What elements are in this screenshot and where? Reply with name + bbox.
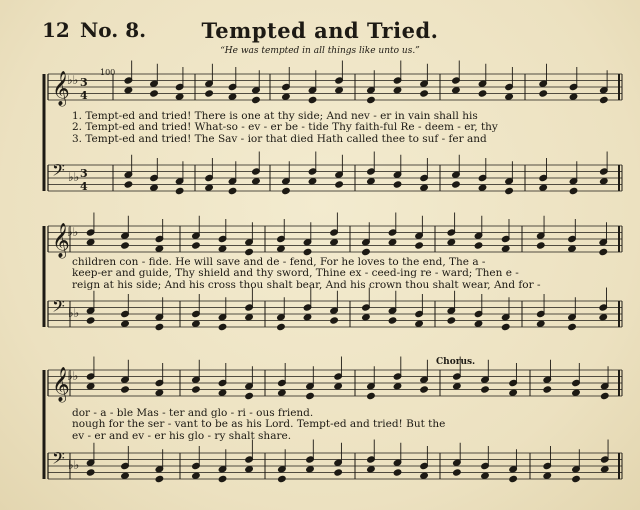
note-head <box>121 472 130 479</box>
note-head <box>335 181 344 188</box>
note-head <box>121 386 130 393</box>
note-head <box>505 93 514 100</box>
treble-clef: 𝄞 <box>52 223 70 258</box>
bass-clef: 𝄢 <box>52 448 65 472</box>
note-head <box>509 389 518 396</box>
lyric-verse-3: reign at his side; And his cross thou shalt bear, And his crown thou shalt wear, And for - <box>72 278 541 291</box>
note-head <box>453 383 462 390</box>
note-head <box>334 383 343 390</box>
note-head <box>278 389 287 396</box>
note-head <box>536 242 545 249</box>
note-head <box>569 187 578 194</box>
metronome-mark: 100 <box>100 68 116 77</box>
treble-clef: 𝄞 <box>52 367 70 402</box>
note-head <box>218 475 227 482</box>
note-head <box>420 90 429 97</box>
note-head <box>539 90 548 97</box>
note-head <box>420 472 429 479</box>
note-head <box>539 184 548 191</box>
key-signature-flat: ♭♭ <box>68 306 80 320</box>
note-head <box>277 323 286 330</box>
note-head <box>245 392 254 399</box>
note-head <box>505 187 514 194</box>
note-head <box>572 475 581 482</box>
note-head <box>308 178 317 185</box>
note-head <box>509 475 518 482</box>
note-head <box>536 320 545 327</box>
note-head <box>393 383 402 390</box>
note-head <box>335 87 344 94</box>
note-head <box>600 96 609 103</box>
note-head <box>155 389 164 396</box>
time-signature: 4 <box>80 89 88 102</box>
note-head <box>86 383 95 390</box>
note-head <box>308 96 317 103</box>
note-head <box>362 248 371 255</box>
note-head <box>155 245 164 252</box>
note-head <box>86 317 95 324</box>
lyric-verse-2: keep-er and guide, Thy shield and thy sword, Thine ex - ceed-ing re - ward; Then e - <box>72 267 519 280</box>
note-head <box>252 96 261 103</box>
note-head <box>218 245 227 252</box>
note-head <box>568 323 577 330</box>
note-head <box>600 392 609 399</box>
note-head <box>393 469 402 476</box>
note-head <box>218 389 227 396</box>
note-head <box>155 475 164 482</box>
note-head <box>150 90 159 97</box>
note-head <box>420 184 429 191</box>
note-head <box>282 93 291 100</box>
note-head <box>481 472 490 479</box>
note-head <box>393 181 402 188</box>
note-head <box>453 469 462 476</box>
note-head <box>121 320 130 327</box>
note-head <box>205 90 214 97</box>
note-head <box>478 184 487 191</box>
note-head <box>86 469 95 476</box>
note-head <box>600 466 609 473</box>
page-number: 12 <box>42 18 70 42</box>
note-head <box>245 314 254 321</box>
note-head <box>330 239 339 246</box>
note-head <box>474 242 483 249</box>
note-head <box>245 466 254 473</box>
note-head <box>388 317 397 324</box>
note-head <box>415 320 424 327</box>
lyrics-system-2 <box>72 257 624 291</box>
note-head <box>452 87 461 94</box>
note-head <box>245 248 254 255</box>
note-head <box>543 472 552 479</box>
hymn-title: Tempted and Tried. <box>201 18 439 43</box>
note-head <box>282 187 291 194</box>
key-signature-flat: ♭♭ <box>67 369 79 383</box>
note-head <box>86 239 95 246</box>
note-head <box>393 87 402 94</box>
note-head <box>420 386 429 393</box>
note-head <box>599 248 608 255</box>
note-head <box>367 392 376 399</box>
lyric-verse-1: dor - a - ble Mas - ter and glo - ri - ous friend. <box>72 407 314 419</box>
key-signature-flat: ♭♭ <box>68 458 80 472</box>
time-signature: 3 <box>80 76 88 89</box>
note-head <box>367 96 376 103</box>
note-head <box>278 475 287 482</box>
note-head <box>600 178 609 185</box>
lyrics-system-1 <box>72 111 624 145</box>
lyric-verse-2: 2. Tempt-ed and tried! What-so - ev - er be - tide Thy faith-ful Re - deem - er, thy <box>72 121 498 134</box>
treble-clef: 𝄞 <box>52 71 70 106</box>
time-signature: 4 <box>80 180 88 193</box>
note-head <box>572 389 581 396</box>
note-head <box>155 323 164 330</box>
note-head <box>303 314 312 321</box>
note-head <box>228 187 237 194</box>
bass-clef: 𝄢 <box>52 296 65 320</box>
note-head <box>452 181 461 188</box>
lyric-verse-3: ev - er and ev - er his glo - ry shalt share. <box>72 429 292 442</box>
note-head <box>150 184 159 191</box>
note-head <box>367 178 376 185</box>
note-head <box>569 93 578 100</box>
key-signature-flat: ♭♭ <box>67 73 79 87</box>
note-head <box>447 317 456 324</box>
chorus-label: Chorus. <box>436 357 476 367</box>
note-head <box>277 245 286 252</box>
note-head <box>306 392 315 399</box>
note-head <box>192 386 201 393</box>
note-head <box>447 239 456 246</box>
note-head <box>334 469 343 476</box>
note-head <box>501 323 510 330</box>
note-head <box>205 184 214 191</box>
note-head <box>124 181 133 188</box>
time-signature: 3 <box>80 167 88 180</box>
note-head <box>303 248 312 255</box>
note-head <box>362 314 371 321</box>
note-head <box>543 386 552 393</box>
note-head <box>228 93 237 100</box>
note-head <box>415 242 424 249</box>
note-head <box>175 93 184 100</box>
note-head <box>124 87 133 94</box>
note-head <box>478 90 487 97</box>
key-signature-flat: ♭♭ <box>67 225 79 239</box>
note-head <box>192 320 201 327</box>
note-head <box>192 472 201 479</box>
note-head <box>192 242 201 249</box>
note-head <box>175 187 184 194</box>
note-head <box>388 239 397 246</box>
note-head <box>501 245 510 252</box>
key-signature-flat: ♭♭ <box>68 170 80 184</box>
lyrics-system-3 <box>72 408 624 442</box>
note-head <box>367 466 376 473</box>
note-head <box>599 314 608 321</box>
lyric-verse-1: children con - fide. He will save and de - fend, For he loves to the end, The a - <box>72 256 486 268</box>
note-head <box>218 323 227 330</box>
note-head <box>474 320 483 327</box>
lyric-verse-3: 3. Tempt-ed and tried! The Sav - ior that died Hath called thee to suf - fer and <box>72 132 487 145</box>
lyric-verse-1: 1. Tempt-ed and tried! There is one at thy side; And nev - er in vain shall his <box>72 110 478 122</box>
note-head <box>568 245 577 252</box>
note-head <box>252 178 261 185</box>
bass-clef: 𝄢 <box>52 160 65 184</box>
scripture-motto: “He was tempted in all things like unto us.” <box>220 46 420 56</box>
lyric-verse-2: nough for the ser - vant to be as his Lord. Tempt-ed and tried! But the <box>72 418 446 431</box>
hymn-number: No. 8. <box>80 18 147 42</box>
note-head <box>121 242 130 249</box>
note-head <box>481 386 490 393</box>
note-head <box>306 466 315 473</box>
note-head <box>330 317 339 324</box>
